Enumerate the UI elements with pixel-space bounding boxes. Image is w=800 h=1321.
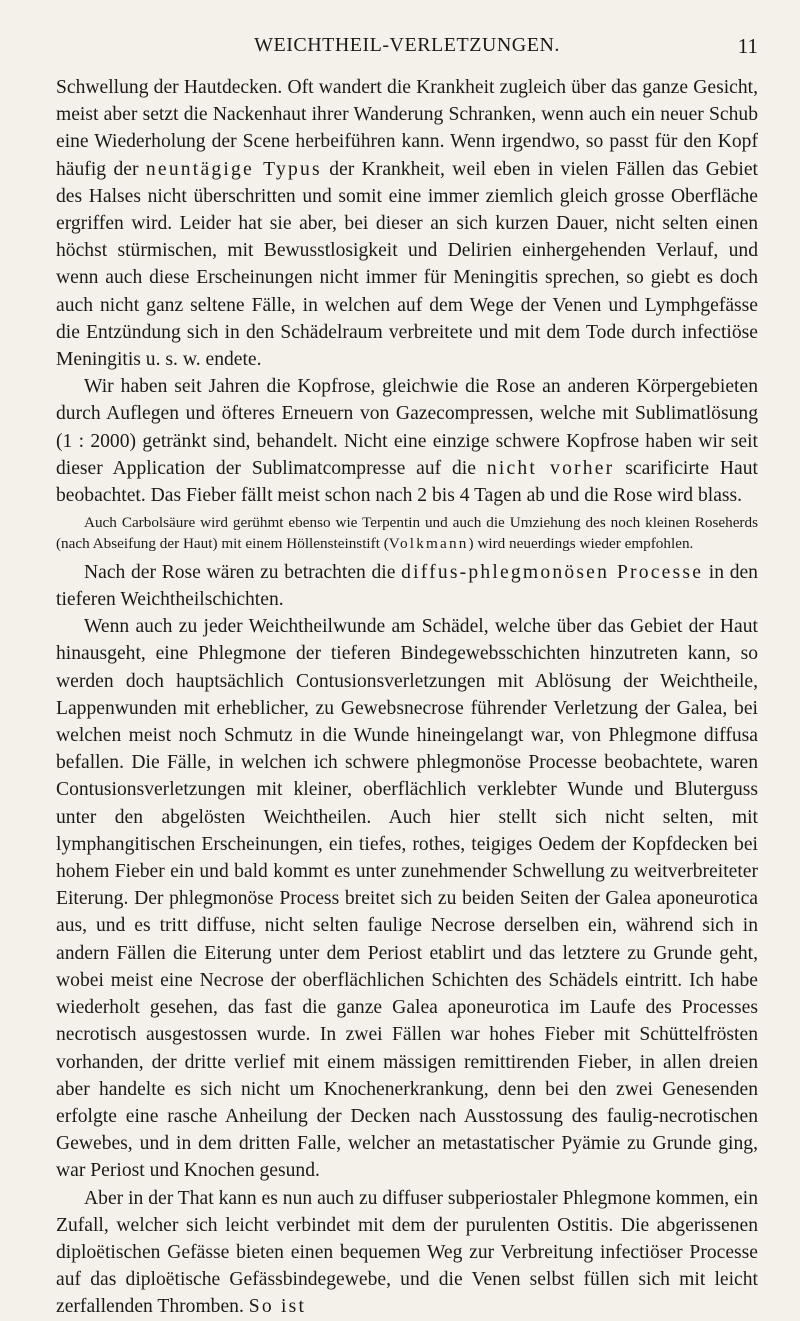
paragraph-4: Wenn auch zu jeder Weichtheilwunde am Schädel, welche über das Gebiet der Haut hinausgeht, eine Phlegmone der tieferen Bindegewebsschichten hinzutreten kann, so werden doch hauptsächlich Contusionsverletzungen mit Ablösung der Weichtheile, Lappenwunden mit erheblicher, zu Gewebsnecrose führender Verletzung der Galea, bei welchen meist noch Schmutz in die Wunde hineingelangt war, von Phlegmone diffusa befallen. Die Fälle, in welchen ich schwere phlegmonöse Processe beobachtete, waren Contusionsverletzungen mit kleiner, oberflächlich verklebter Wunde und Bluterguss unter den abgelösten Weichtheilen. Auch hier stellt sich nicht selten, mit lymphangitischen Erscheinungen, ein tiefes, rothes, teigiges Oedem der Kopfdecken bei hohem Fieber ein und bald kommt es unter zunehmender Schwellung zu weitverbreiteter Eiterung. Der phlegmonöse Process breitet sich zu beiden Seiten der Galea aponeurotica aus, und es tritt diffuse, nicht selten faulige Necrose derselben ein, während sich in andern Fällen die Eiterung unter dem Periost etablirt und das letztere zu Grunde geht, wobei meist eine Necrose der oberflächlichen Schichten des Schädels eintritt. Ich habe wiederholt gesehen, das fast die ganze Galea aponeurotica im Laufe des Processes necrotisch ausgestossen wurde. In zwei Fällen war hohes Fieber mit Schüttelfrösten vorhanden, der dritte verlief mit einem mässigen remittirenden Fieber, in allen dreien aber handelte es sich nicht um Knochenerkrankung, denn bei den zwei Genesenden erfolgte eine rasche Anheilung der Decken nach Ausstossung des faulig-necrotischen Gewebes, und in dem dritten Falle, welcher an metastatischer Pyämie zu Grunde ging, war Periost und Knochen gesund. [56,616,758,1182]
paragraph-3 [56,559,758,613]
small-print-note [56,513,758,555]
page-number: 11 [737,34,758,58]
paragraph-1-text-rest: der Krankheit, weil eben in vielen Fällen das Gebiet des Halses nicht überschritten und somit eine immer ziemlich gleich grosse Oberfläche ergriffen wird. Leider hat sie aber, bei dieser an sich kurzen Dauer, nicht selten einen höchst stürmischen, mit Bewusstlosigkeit und Delirien einhergehenden Verlauf, und wenn auch diese Erscheinungen nicht immer für Meningitis sprechen, so giebt es doch auch nicht ganz seltene Fälle, in welchen auf dem Wege der Venen und Lymphgefässe die Entzündung sich in den Schädelraum verbreitete und mit dem Tode durch infectiöse Meningitis u. s. w. endete. [56,158,758,371]
paragraph-5 [56,1185,758,1321]
small-note-author: Volkmann [388,535,469,553]
paragraph-3-emphasis: diffus-phlegmonösen Processe [401,561,704,583]
paragraph-5-emphasis: So ist [248,1296,307,1318]
paragraph-1-emphasis: neuntägige Typus [145,158,322,180]
paragraph-1 [56,74,758,373]
small-note-text: Auch Carbolsäure wird gerühmt ebenso wie Terpentin und auch die Umziehung des noch kleinen Roseherds (nach Abseifung der Haut) mit einem Höllensteinstift ( [56,514,758,553]
page-header [56,34,758,74]
paragraph-2-emphasis: nicht vorher [486,457,615,479]
paragraph-2 [56,373,758,509]
running-head: WEICHTHEIL-VERLETZUNGEN. [254,34,560,56]
small-note-text-rest: ) wird neuerdings wieder empfohlen. [468,535,694,553]
paragraph-1-text: Schwellung der Hautdecken. Oft wandert die Krankheit zugleich über das ganze Gesicht, meist aber setzt die Nackenhaut ihrer Wanderung Schranken, wenn auch ein neuer Schub eine Wiederholung der Scene herbeiführen kann. Wenn irgendwo, so passt für den Kopf häufig der [56,77,758,180]
paragraph-2-text: Wir haben seit Jahren die Kopfrose, gleichwie die Rose an anderen Körpergebieten durch Auflegen und öfteres Erneuern von Gazecompressen, welche mit Sublimatlösung (1 : 2000) getränkt sind, behandelt. Nicht eine einzige schwere Kopfrose haben wir seit dieser Application der Sublimatcompresse auf die [56,376,758,479]
paragraph-3-text: Nach der Rose wären zu betrachten die [84,561,396,583]
paragraph-2-text-rest: scarificirte Haut beobachtet. Das Fieber fällt meist schon nach 2 bis 4 Tagen ab und die Rose wird blass. [56,457,758,507]
paragraph-3-text-rest: in den tieferen Weichtheilschichten. [56,561,758,611]
paragraph-5-text: Aber in der That kann es nun auch zu diffuser subperiostaler Phlegmone kommen, ein Zufall, welcher sich leicht verbindet mit dem der purulenten Ostitis. Die abgerissenen diploëtischen Gefässe bieten einen bequemen Weg zur Verbreitung infectiöser Processe auf das diploëtische Gefässbindegewebe, und die Venen selbst füllen sich mit leicht zerfallenden Thromben. [56,1187,758,1318]
